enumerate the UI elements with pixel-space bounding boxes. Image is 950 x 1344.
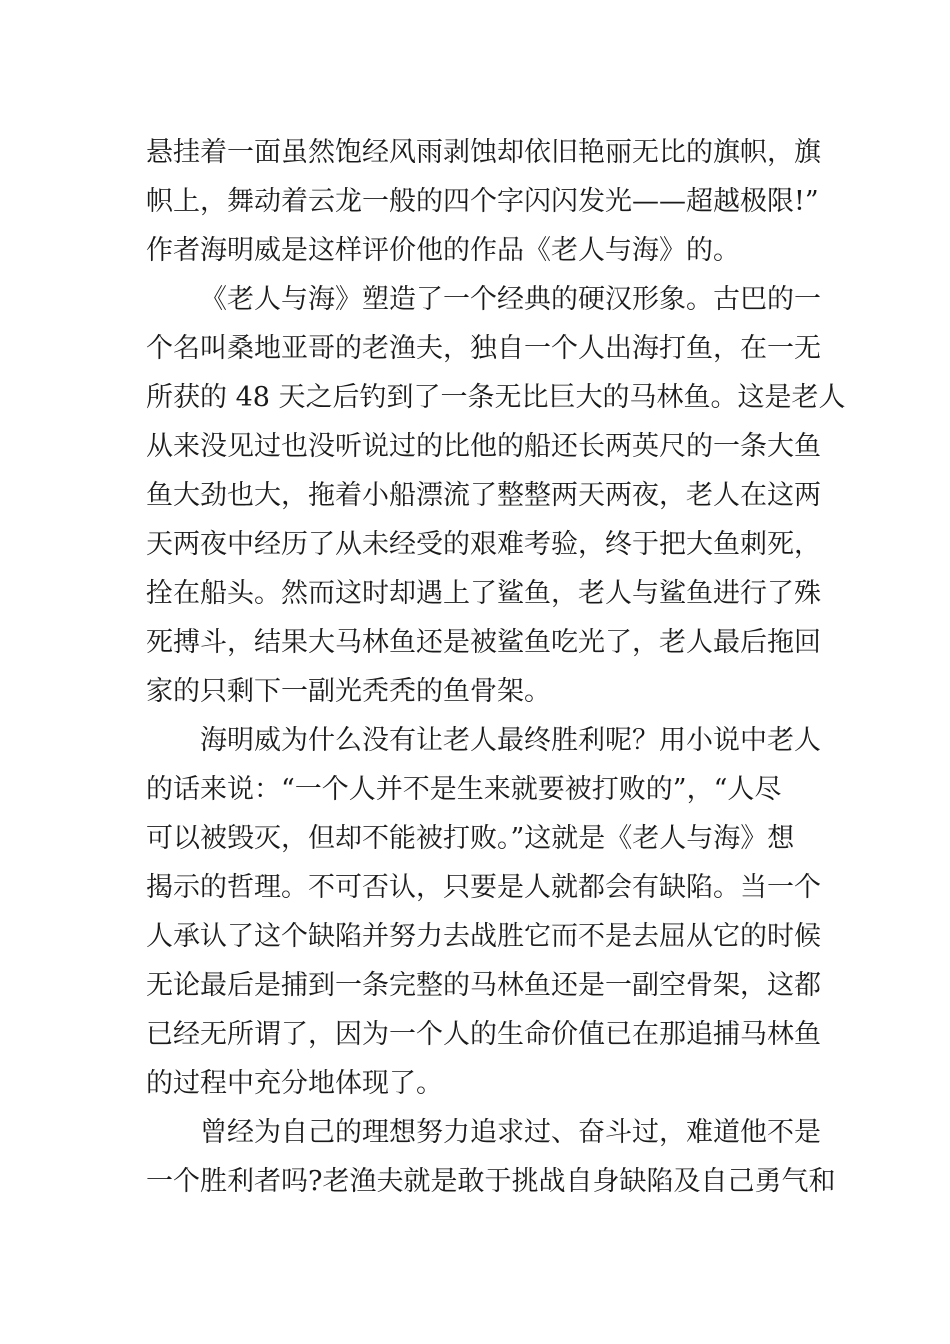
text-line: 从来没见过也没听说过的比他的船还长两英尺的一条大鱼 (146, 431, 821, 462)
text-line: 揭示的哲理。不可否认，只要是人就都会有缺陷。当一个 (146, 872, 821, 903)
text-line: 的话来说：“一个人并不是生来就要被打败的”，“人尽 (146, 774, 782, 805)
text-line: 已经无所谓了，因为一个人的生命价值已在那追捕马林鱼 (146, 1019, 821, 1050)
text-line: 所获的 48 天之后钓到了一条无比巨大的马林鱼。这是老人 (146, 382, 846, 413)
text-line: 可以被毁灭，但却不能被打败。”这就是《老人与海》想 (146, 823, 795, 854)
text-line: 拴在船头。然而这时却遇上了鲨鱼，老人与鲨鱼进行了殊 (146, 578, 821, 609)
text-line: 鱼大劲也大，拖着小船漂流了整整两天两夜，老人在这两 (146, 480, 821, 511)
text-line: 《老人与海》塑造了一个经典的硬汉形象。古巴的一 (200, 284, 821, 315)
text-line: 作者海明威是这样评价他的作品《老人与海》的。 (146, 235, 740, 266)
body-text (146, 128, 846, 1206)
text-line: 天两夜中经历了从未经受的艰难考验，终于把大鱼刺死， (146, 529, 821, 560)
text-line: 死搏斗，结果大马林鱼还是被鲨鱼吃光了，老人最后拖回 (146, 627, 821, 658)
text-line: 无论最后是捕到一条完整的马林鱼还是一副空骨架，这都 (146, 970, 821, 1001)
text-line: 曾经为自己的理想努力追求过、奋斗过，难道他不是 (200, 1117, 821, 1148)
text-line: 家的只剩下一副光秃秃的鱼骨架。 (146, 676, 551, 707)
text-line: 一个胜利者吗?老渔夫就是敢于挑战自身缺陷及自己勇气和 (146, 1166, 836, 1197)
text-line: 的过程中充分地体现了。 (146, 1068, 443, 1099)
text-line: 个名叫桑地亚哥的老渔夫，独自一个人出海打鱼，在一无 (146, 333, 821, 364)
text-line: 悬挂着一面虽然饱经风雨剥蚀却依旧艳丽无比的旗帜，旗 (146, 137, 821, 168)
text-line: 人承认了这个缺陷并努力去战胜它而不是去屈从它的时候 (146, 921, 821, 952)
text-line: 海明威为什么没有让老人最终胜利呢？用小说中老人 (200, 725, 821, 756)
text-line: 帜上，舞动着云龙一般的四个字闪闪发光——超越极限!” (146, 186, 819, 217)
